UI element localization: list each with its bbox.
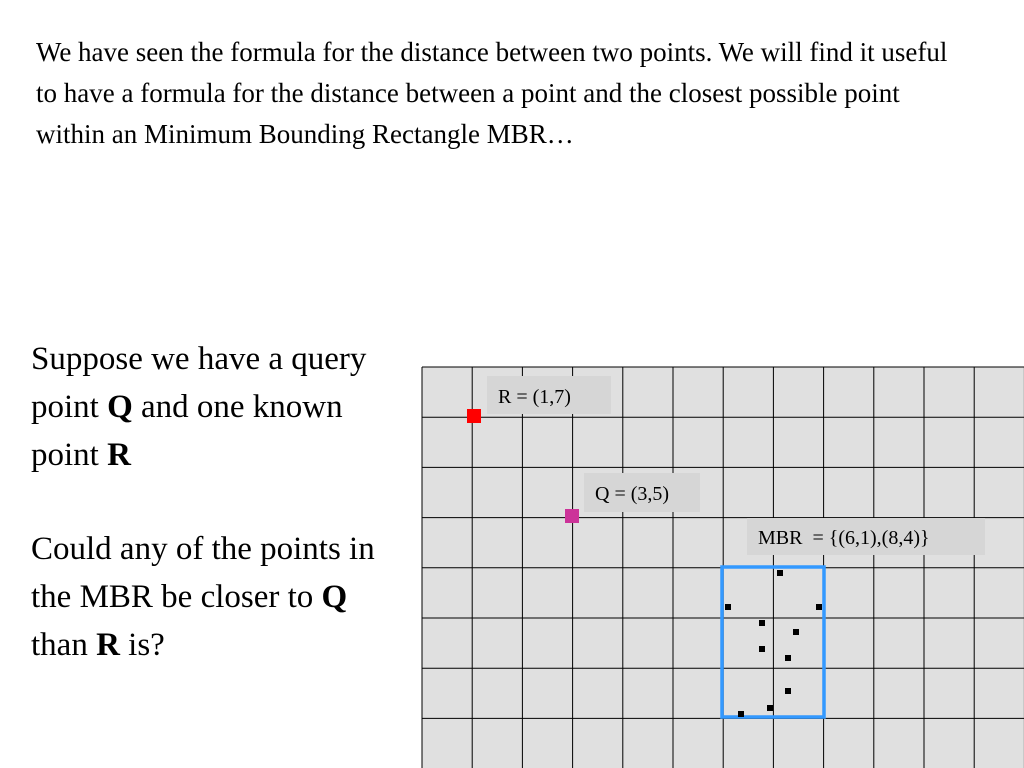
known-point-name: R [107,437,131,473]
point-r-marker [467,409,481,423]
question-ask-part: is? [119,627,165,663]
question-setup-part: and one known point [31,389,343,473]
mbr-point [777,570,783,576]
mbr-point [759,620,765,626]
mbr-point [725,604,731,610]
r-label: R = (1,7) [498,386,571,408]
mbr-point [785,655,791,661]
mbr-point [785,688,791,694]
mbr-point [816,604,822,610]
question-setup-part: Suppose we have a query point [31,341,367,425]
mbr-point [793,629,799,635]
query-point-name: Q [107,389,133,425]
point-q-marker [565,509,579,523]
mbr-point [738,711,744,717]
question-ask-part: than [31,627,97,663]
mbr-point [767,705,773,711]
q-label: Q = (3,5) [595,483,670,505]
intro-text: We have seen the formula for the distance between two points. We will find it useful to have a formula for the distance between a point and the closest possible point within an Minimum Bounding Rectangle MBR… [36,37,948,149]
question-ask-part: Could any of the points in the MBR be closer to [31,531,375,615]
known-point-name: R [96,627,120,663]
mbr-label: MBR = {(6,1),(8,4)} [758,527,930,549]
query-point-name: Q [321,579,348,615]
mbr-point [759,646,765,652]
